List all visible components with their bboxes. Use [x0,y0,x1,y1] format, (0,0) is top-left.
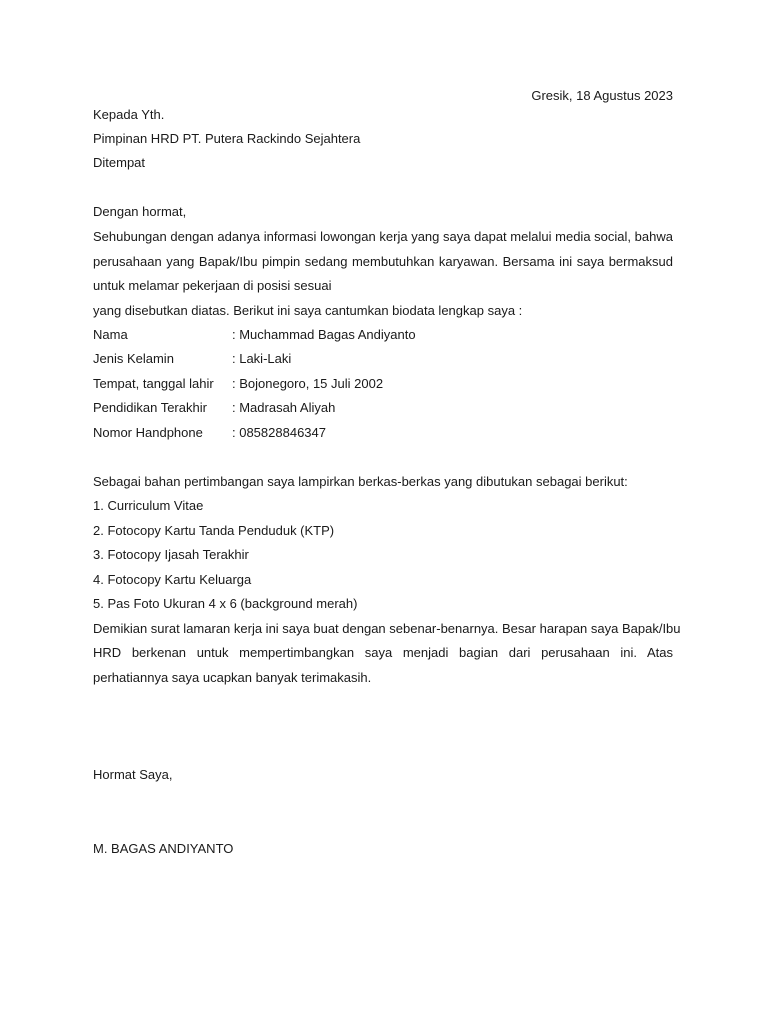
biodata-label: Nomor Handphone [93,425,203,440]
intro-line-2: perusahaan yang Bapak/Ibu pimpin sedang membutuhkan karyawan. Bersama ini saya bermaksud [93,254,673,269]
biodata-value: : Madrasah Aliyah [232,400,336,415]
greeting: Dengan hormat, [93,204,187,219]
recipient-line-3: Ditempat [93,155,146,170]
biodata-label: Pendidikan Terakhir [93,400,207,415]
biodata-value: : Muchammad Bagas Andiyanto [232,327,416,342]
letter-date: Gresik, 18 Agustus 2023 [531,88,673,103]
biodata-value: : 085828846347 [232,425,326,440]
attachment-item: 2. Fotocopy Kartu Tanda Penduduk (KTP) [93,523,335,538]
attachment-item: 5. Pas Foto Ukuran 4 x 6 (background merah) [93,596,358,611]
closing-line-3: perhatiannya saya ucapkan banyak terimakasih. [93,670,372,685]
biodata-row [93,425,326,441]
attachment-item: 4. Fotocopy Kartu Keluarga [93,572,252,587]
closing-line-1: Demikian surat lamaran kerja ini saya buat dengan sebenar-benarnya. Besar harapan saya Bapak/Ibu [93,621,681,636]
closing-line-2: HRD berkenan untuk mempertimbangkan saya menjadi bagian dari perusahaan ini. Atas [93,645,673,660]
biodata-row [93,400,335,416]
intro-line-3: untuk melamar pekerjaan di posisi sesuai [93,278,332,293]
recipient-line-2: Pimpinan HRD PT. Putera Rackindo Sejahtera [93,131,361,146]
biodata-row [93,351,291,367]
intro-line-4: yang disebutkan diatas. Berikut ini saya cantumkan biodata lengkap saya : [93,303,523,318]
intro-line-1: Sehubungan dengan adanya informasi lowongan kerja yang saya dapat melalui media social, bahwa [93,229,673,244]
biodata-label: Tempat, tanggal lahir [93,376,214,391]
signature-name: M. BAGAS ANDIYANTO [93,841,234,856]
attachments-intro: Sebagai bahan pertimbangan saya lampirkan berkas-berkas yang dibutukan sebagai berikut: [93,474,628,489]
biodata-label: Nama [93,327,128,342]
biodata-value: : Laki-Laki [232,351,292,366]
biodata-row [93,327,416,343]
attachment-item: 3. Fotocopy Ijasah Terakhir [93,547,249,562]
recipient-line-1: Kepada Yth. [93,107,165,122]
attachment-item: 1. Curriculum Vitae [93,498,204,513]
signoff: Hormat Saya, [93,767,173,782]
biodata-row [93,376,383,392]
biodata-label: Jenis Kelamin [93,351,174,366]
biodata-value: : Bojonegoro, 15 Juli 2002 [232,376,384,391]
